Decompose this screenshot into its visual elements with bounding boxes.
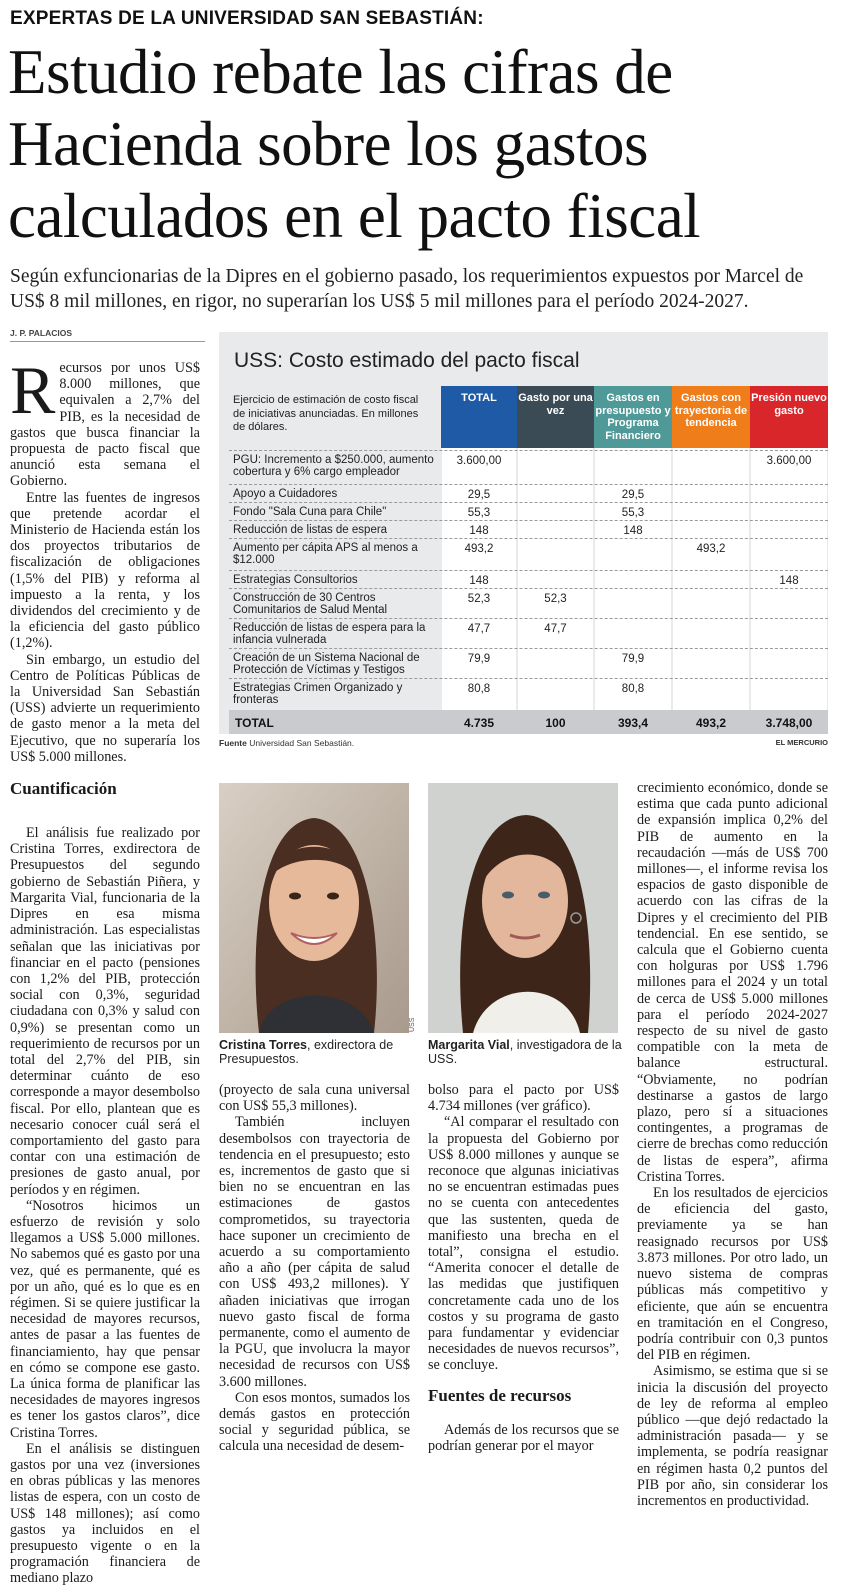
table-row xyxy=(229,618,828,648)
total-cell: 393,4 xyxy=(617,716,649,730)
table-cell: 47,7 xyxy=(544,623,567,635)
table-cell: 3.600,00 xyxy=(766,455,812,467)
table-cell: 29,5 xyxy=(621,489,645,501)
chart-description: Ejercicio de estimación de costo fiscal de iniciativas anunciadas. En millones de dólares. xyxy=(233,394,419,433)
byline-divider xyxy=(10,341,205,342)
section-subhead: Fuentes de recursos xyxy=(428,1385,572,1405)
table-cell: 493,2 xyxy=(696,543,726,555)
body-paragraph: crecimiento económico, donde se estima que cada punto adicional de expansión implica 0,2% del PIB de aumento en la recaudación —más de US$ 700 millones—, el informe revisa los espacios de gasto disponible de acuerdo con las cifras de la Dipres y el crecimiento del PIB tendencial. En ese sentido, se calcula que el Gobierno cuenta con holguras por US$ 1.796 millones para el 2024 y un total de cerca de US$ 5.000 millones para el período 2024-2027 respecto de su nivel de gasto compatible con la meta de balance estructural. “Obviamente, no podrían destinarse a gastos de largo plazo, pero sí a situaciones contingentes, a programas de cierre de brechas como reducción de listas de espera”, afirma Cristina Torres. xyxy=(637,780,828,1185)
body-paragraph: También incluyen desembolsos con trayectoria de tendencia en el presupuesto; esto es, incrementos de gasto que si bien no se encuentran en las estimaciones de gastos comprometidos, su trayectoria hace suponer un crecimiento de acuerdo a su comportamiento año a año (per cápita de salud con US$ 493,2 millones). Y añaden iniciativas que irrogan nuevo gasto fiscal de forma permanente, como el aumento de la PGU, que involucra la mayor necesidad de recursos con US$ 3.600 millones. xyxy=(219,1114,410,1390)
table-cell: 148 xyxy=(779,575,799,587)
chart-panel xyxy=(219,332,828,734)
source-text: Universidad San Sebastián. xyxy=(249,738,355,748)
body-paragraph: “Al comparar el resultado con la propuesta del Gobierno por US$ 8.000 millones y aunque se reconoce que algunas iniciativas no se encuentran estimadas pues no se cuenta con antecedentes que las sustenten, queda de manifiesto una brecha en el total”, consigna el estudio. “Amerita conocer el detalle de las medidas que justifiquen concretamente cada uno de los costos y su programa de gasto para fundamentar y evidenciar necesidades de nuevos recursos”, se concluye. xyxy=(428,1114,619,1374)
row-label: Fondo "Sala Cuna para Chile" xyxy=(233,506,387,518)
body-paragraph: Con esos montos, sumados los demás gastos en protección social y seguridad pública, se calcula una necesidad de desem- xyxy=(219,1389,410,1455)
table-cell: 55,3 xyxy=(621,507,645,519)
lead-text: ecursos por unos US$ 8.000 millones, que equivalen a 2,7% del PIB, es la necesidad de gastos que busca financiar la propuesta de pacto fiscal que anunció esta semana el Gobierno. xyxy=(10,360,200,490)
body-paragraph: En los resultados de ejercicios de eficiencia del gasto, previamente ya se han reasignado recursos por US$ 3.873 millones. Por otro lado, un nuevo sistema de compras públicas más competitivo y eficiente, que aún se encuentra en tramitación en el Congreso, podría contribuir con 0,3 puntos del PIB en régimen. xyxy=(637,1185,828,1364)
body-paragraph: En el análisis se distinguen gastos por una vez (inversiones en obras públicas y las menores listas de espera, con un costo de US$ 148 millones); así como gastos ya incluidos en el presupuesto vigente o en la programación financiera de mediano plazo xyxy=(10,1440,200,1587)
total-cell: 493,2 xyxy=(695,716,727,730)
subheadline: Según exfuncionarias de la Dipres en el gobierno pasado, los requerimientos expuestos por Marcel de US$ 8 mil millones, en rigor, no superarían los US$ 5 mil millones para el período 2024-2027. xyxy=(10,266,804,312)
article-column-4 xyxy=(637,780,828,1509)
row-label: Reducción de listas de espera para la infancia vulnerada xyxy=(233,622,426,646)
body-paragraph: Asimismo, se estima que si se inicia la discusión del proyecto de ley de reforma al empleo público —que dejó redactado la administración pasada— y se implementa, se podría reasignar en régimen hasta 0,2 puntos del PIB por año, sin considerar los incrementos en productividad. xyxy=(637,1363,828,1509)
table-row xyxy=(229,648,828,678)
table-cell: 79,9 xyxy=(467,653,491,665)
caption-role: , investigadora de la USS. xyxy=(428,1038,622,1066)
table-row xyxy=(229,570,828,588)
body-paragraph: Además de los recursos que se podrían generar por el mayor xyxy=(428,1421,619,1454)
table-row xyxy=(229,502,828,520)
row-label: Aumento per cápita APS al menos a $12.000 xyxy=(233,542,418,566)
row-label: Construcción de 30 Centros Comunitarios de Salud Mental xyxy=(233,592,388,616)
headline: Estudio rebate las cifras de Hacienda sobre los gastos calculados en el pacto fiscal xyxy=(8,37,701,251)
body-paragraph: (proyecto de sala cuna universal con US$ 55,3 millones). xyxy=(219,1082,410,1115)
table-cell: 79,9 xyxy=(621,653,645,665)
row-label: Reducción de listas de espera xyxy=(233,524,388,536)
photo-credit: USS xyxy=(409,1017,416,1032)
section-subhead: Cuantificación xyxy=(10,779,117,799)
article-column-2 xyxy=(219,1082,410,1455)
photo-caption-1 xyxy=(219,1038,414,1066)
column-header: TOTAL xyxy=(441,386,517,448)
source-label: Fuente xyxy=(219,738,247,748)
table-cell: 29,5 xyxy=(467,489,491,501)
table-cell: 148 xyxy=(623,525,643,537)
table-cell: 3.600,00 xyxy=(456,455,502,467)
table-row xyxy=(229,450,828,484)
chart-title: USS: Costo estimado del pacto fiscal xyxy=(234,349,580,372)
article-column-1 xyxy=(10,352,200,1587)
table-total-row xyxy=(229,710,828,734)
drop-cap: R xyxy=(10,352,56,428)
table-cell: 55,3 xyxy=(467,507,491,519)
total-cell: 3.748,00 xyxy=(765,716,813,730)
body-paragraph: Sin embargo, un estudio del Centro de Políticas Públicas de la Universidad San Sebastián (USS) advierte un requerimiento de gasto menor a la meta del Ejecutivo, que no superaría los US$ 5.000 millones. xyxy=(10,651,200,765)
lead-paragraph xyxy=(10,352,200,490)
table-cell: 148 xyxy=(469,525,489,537)
table-cell: 47,7 xyxy=(467,623,491,635)
table-row xyxy=(229,588,828,618)
portrait-illustration xyxy=(219,783,409,1033)
table-cell: 493,2 xyxy=(464,543,494,555)
column-header: Gastos con trayectoria de tendencia xyxy=(672,386,750,448)
table-cell: 80,8 xyxy=(467,683,491,695)
table-row xyxy=(229,538,828,570)
table-cell: 52,3 xyxy=(544,593,567,605)
row-label: Estrategias Consultorios xyxy=(233,574,358,586)
row-label: Creación de un Sistema Nacional de Protección de Víctimas y Testigos xyxy=(233,652,420,676)
row-label: PGU: Incremento a $250.000, aumento cobertura y 6% cargo empleador xyxy=(233,454,434,478)
table-cell: 52,3 xyxy=(467,593,491,605)
table-row xyxy=(229,678,828,710)
body-paragraph: “Nosotros hicimos un esfuerzo de revisión y solo llegamos a US$ 5.000 millones. No sabemos qué es gasto por una vez, qué es permanente, qué es por un año, qué es lo que es en régimen. Si se quiere justificar la necesidad de mayores recursos, antes de pasar a las fuentes de financiamiento, hay que pensar en cómo se compone ese gasto. La única forma de planificar las necesidades de mayores ingresos es tener los gastos claros”, dice Cristina Torres. xyxy=(10,1197,200,1441)
table-row xyxy=(229,484,828,502)
body-paragraph: Entre las fuentes de ingresos que pretende acordar el Ministerio de Hacienda están los dos proyectos tributarios de fiscalización de obligaciones (1,5% del PIB) y reforma al impuesto a la renta, y los dividendos del crecimiento y de la eficiencia del gasto público (1,2%). xyxy=(10,489,200,652)
kicker: EXPERTAS DE LA UNIVERSIDAD SAN SEBASTIÁN: xyxy=(10,8,484,29)
caption-name: Margarita Vial xyxy=(428,1038,510,1052)
table-row xyxy=(229,520,828,538)
table-cell: 148 xyxy=(469,575,489,587)
article-column-3 xyxy=(428,1082,619,1454)
photo-cristina-torres xyxy=(219,783,409,1033)
portrait-illustration xyxy=(428,783,618,1033)
photo-caption-2 xyxy=(428,1038,623,1066)
row-label: Apoyo a Cuidadores xyxy=(233,488,338,500)
total-cell: 4.735 xyxy=(463,716,495,730)
body-paragraph: El análisis fue realizado por Cristina Torres, exdirectora de Presupuestos del segundo gobierno de Sebastián Piñera, y Margarita Vial, funcionaria de la Dipres en esa misma administración. Las especialistas señalan que las iniciativas por financiar en el pacto (pensiones con 1,2% del PIB, protección social con 0,3%, seguridad ciudadana con 0,3% y salud con 0,9%) se presentan como un requerimiento de recursos por un total del 2,7% del PIB, sin determinar cuánto de eso corresponde a mayor desembolso fiscal. Por ello, plantean que es necesario conocer cuál será el comportamiento del gasto para contar con una estimación de presiones de gasto anual, por períodos y en régimen. xyxy=(10,825,200,1198)
byline: J. P. PALACIOS xyxy=(10,328,73,338)
body-paragraph: bolso para el pacto por US$ 4.734 millones (ver gráfico). xyxy=(428,1082,619,1115)
total-label: TOTAL xyxy=(235,716,274,730)
caption-role: , exdirectora de Presupuestos. xyxy=(219,1038,394,1066)
column-header: Presión nuevo gasto xyxy=(750,386,828,448)
brand-mark: EL MERCURIO xyxy=(775,738,828,747)
column-header: Gastos en presupuesto y Programa Financiero xyxy=(594,386,672,448)
column-header: Gasto por una vez xyxy=(517,386,594,448)
photo-margarita-vial xyxy=(428,783,618,1033)
total-cell: 100 xyxy=(545,716,566,730)
row-label: Estrategias Crimen Organizado y fronteras xyxy=(233,682,403,706)
caption-name: Cristina Torres xyxy=(219,1038,307,1052)
chart-source xyxy=(219,738,354,748)
table-cell: 80,8 xyxy=(621,683,645,695)
